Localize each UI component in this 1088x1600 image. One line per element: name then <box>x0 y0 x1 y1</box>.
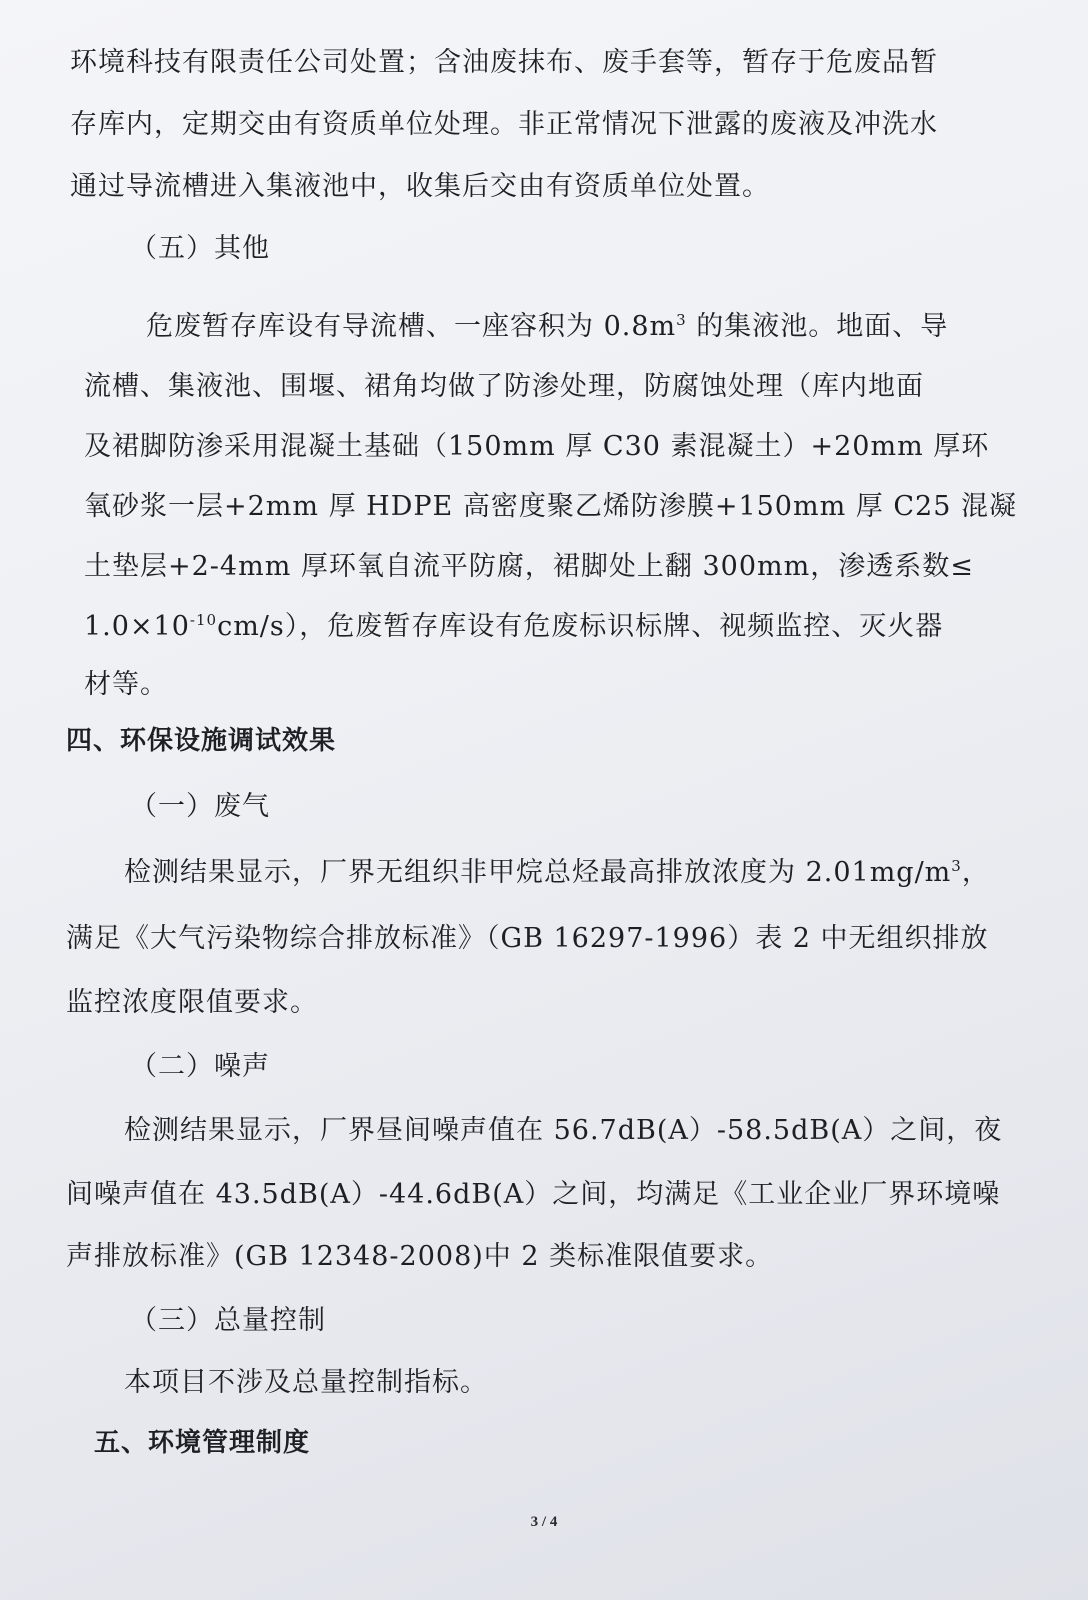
page-number: 3 / 4 <box>530 1514 558 1530</box>
text-line: 存库内，定期交由有资质单位处理。非正常情况下泄露的废液及冲洗水 <box>70 109 938 140</box>
text-line: 检测结果显示，厂界昼间噪声值在 56.7dB(A）-58.5dB(A）之间，夜 <box>124 1115 1003 1146</box>
subsection-heading-other: （五）其他 <box>130 233 270 264</box>
text-line: 监控浓度限值要求。 <box>66 987 318 1018</box>
superscript: -10 <box>189 611 218 629</box>
text-line <box>146 310 948 344</box>
text-segment: 危废暂存库设有导流槽、一座容积为 0.8m <box>146 311 677 342</box>
text-segment: 1.0×10 <box>84 611 190 642</box>
superscript: 3 <box>951 857 962 875</box>
text-line: 本项目不涉及总量控制指标。 <box>124 1367 488 1398</box>
text-line: 及裙脚防渗采用混凝土基础（150mm 厚 C30 素混凝土）+20mm 厚环 <box>84 431 990 462</box>
text-line: 通过导流槽进入集液池中，收集后交由有资质单位处置。 <box>70 171 770 202</box>
text-line: 土垫层+2-4mm 厚环氧自流平防腐，裙脚处上翻 300mm，渗透系数≤ <box>84 551 974 582</box>
section-heading-4: 四、环保设施调试效果 <box>66 726 337 756</box>
text-line <box>124 856 990 890</box>
text-line: 材等。 <box>84 669 168 700</box>
text-segment: 的集液池。地面、导 <box>686 311 949 342</box>
section-heading-5: 五、环境管理制度 <box>94 1428 311 1458</box>
text-line: 环境科技有限责任公司处置；含油废抹布、废手套等，暂存于危废品暂 <box>70 47 938 78</box>
superscript: 3 <box>676 311 687 329</box>
text-line: 声排放标准》(GB 12348-2008)中 2 类标准限值要求。 <box>66 1241 774 1272</box>
text-line: 间噪声值在 43.5dB(A）-44.6dB(A）之间，均满足《工业企业厂界环境噪 <box>66 1179 1001 1210</box>
text-segment: ， <box>961 857 990 888</box>
text-line <box>84 610 943 644</box>
subsection-heading-exhaust: （一）废气 <box>130 791 270 822</box>
text-line: 流槽、集液池、围堰、裙角均做了防渗处理，防腐蚀处理（库内地面 <box>84 371 924 402</box>
subsection-heading-total-control: （三）总量控制 <box>130 1305 326 1336</box>
text-line: 氧砂浆一层+2mm 厚 HDPE 高密度聚乙烯防渗膜+150mm 厚 C25 混凝 <box>84 491 1017 522</box>
text-line: 满足《大气污染物综合排放标准》（GB 16297-1996）表 2 中无组织排放 <box>66 923 989 954</box>
text-segment: cm/s），危废暂存库设有危废标识标牌、视频监控、灭火器 <box>217 611 944 642</box>
subsection-heading-noise: （二）噪声 <box>130 1051 270 1082</box>
text-segment: 检测结果显示，厂界无组织非甲烷总烃最高排放浓度为 2.01mg/m <box>124 857 952 888</box>
